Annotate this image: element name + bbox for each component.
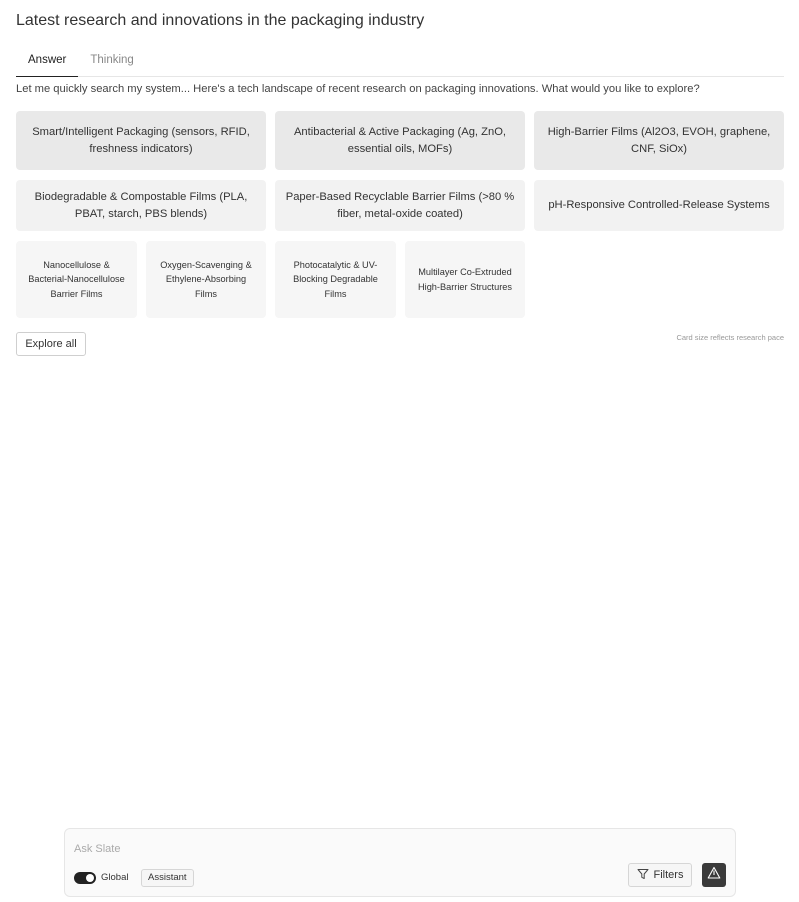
card-size-footnote: Card size reflects research pace	[676, 333, 784, 342]
topic-card-multilayer-structures[interactable]: Multilayer Co-Extruded High-Barrier Structures	[405, 241, 525, 318]
global-toggle-label: Global	[101, 872, 129, 883]
topic-card-smart-packaging[interactable]: Smart/Intelligent Packaging (sensors, RFID, freshness indicators)	[16, 111, 266, 170]
send-button[interactable]	[702, 863, 726, 887]
intro-text: Let me quickly search my system... Here's a tech landscape of recent research on packaging innovations. What would you like to explore?	[16, 83, 700, 95]
send-icon	[707, 866, 721, 885]
assistant-chip[interactable]: Assistant	[141, 869, 194, 887]
topic-card-oxygen-scavenging-films[interactable]: Oxygen-Scavenging & Ethylene-Absorbing Films	[146, 241, 266, 318]
topic-card-high-barrier-films[interactable]: High-Barrier Films (Al2O3, EVOH, graphene, CNF, SiOx)	[534, 111, 784, 170]
ask-input[interactable]	[74, 841, 594, 857]
global-toggle[interactable]	[74, 872, 96, 884]
tab-bar	[16, 52, 784, 77]
filters-label: Filters	[653, 869, 684, 881]
topic-card-antibacterial-packaging[interactable]: Antibacterial & Active Packaging (Ag, ZnO, essential oils, MOFs)	[275, 111, 525, 170]
chat-composer	[64, 828, 736, 897]
topic-card-photocatalytic-films[interactable]: Photocatalytic & UV-Blocking Degradable Films	[275, 241, 396, 318]
topic-card-ph-responsive-systems[interactable]: pH-Responsive Controlled-Release Systems	[534, 180, 784, 231]
topic-card-biodegradable-films[interactable]: Biodegradable & Compostable Films (PLA, PBAT, starch, PBS blends)	[16, 180, 266, 231]
filters-button[interactable]	[628, 863, 692, 887]
topic-card-nanocellulose-films[interactable]: Nanocellulose & Bacterial-Nanocellulose Barrier Films	[16, 241, 137, 318]
tab-answer[interactable]: Answer	[16, 52, 78, 77]
explore-all-button[interactable]: Explore all	[16, 332, 86, 356]
page-title: Latest research and innovations in the packaging industry	[16, 12, 425, 29]
topic-card-paper-barrier-films[interactable]: Paper-Based Recyclable Barrier Films (>80 % fiber, metal-oxide coated)	[275, 180, 525, 231]
tab-thinking[interactable]: Thinking	[90, 54, 134, 66]
toggle-knob	[86, 874, 94, 882]
filter-icon	[637, 868, 649, 883]
